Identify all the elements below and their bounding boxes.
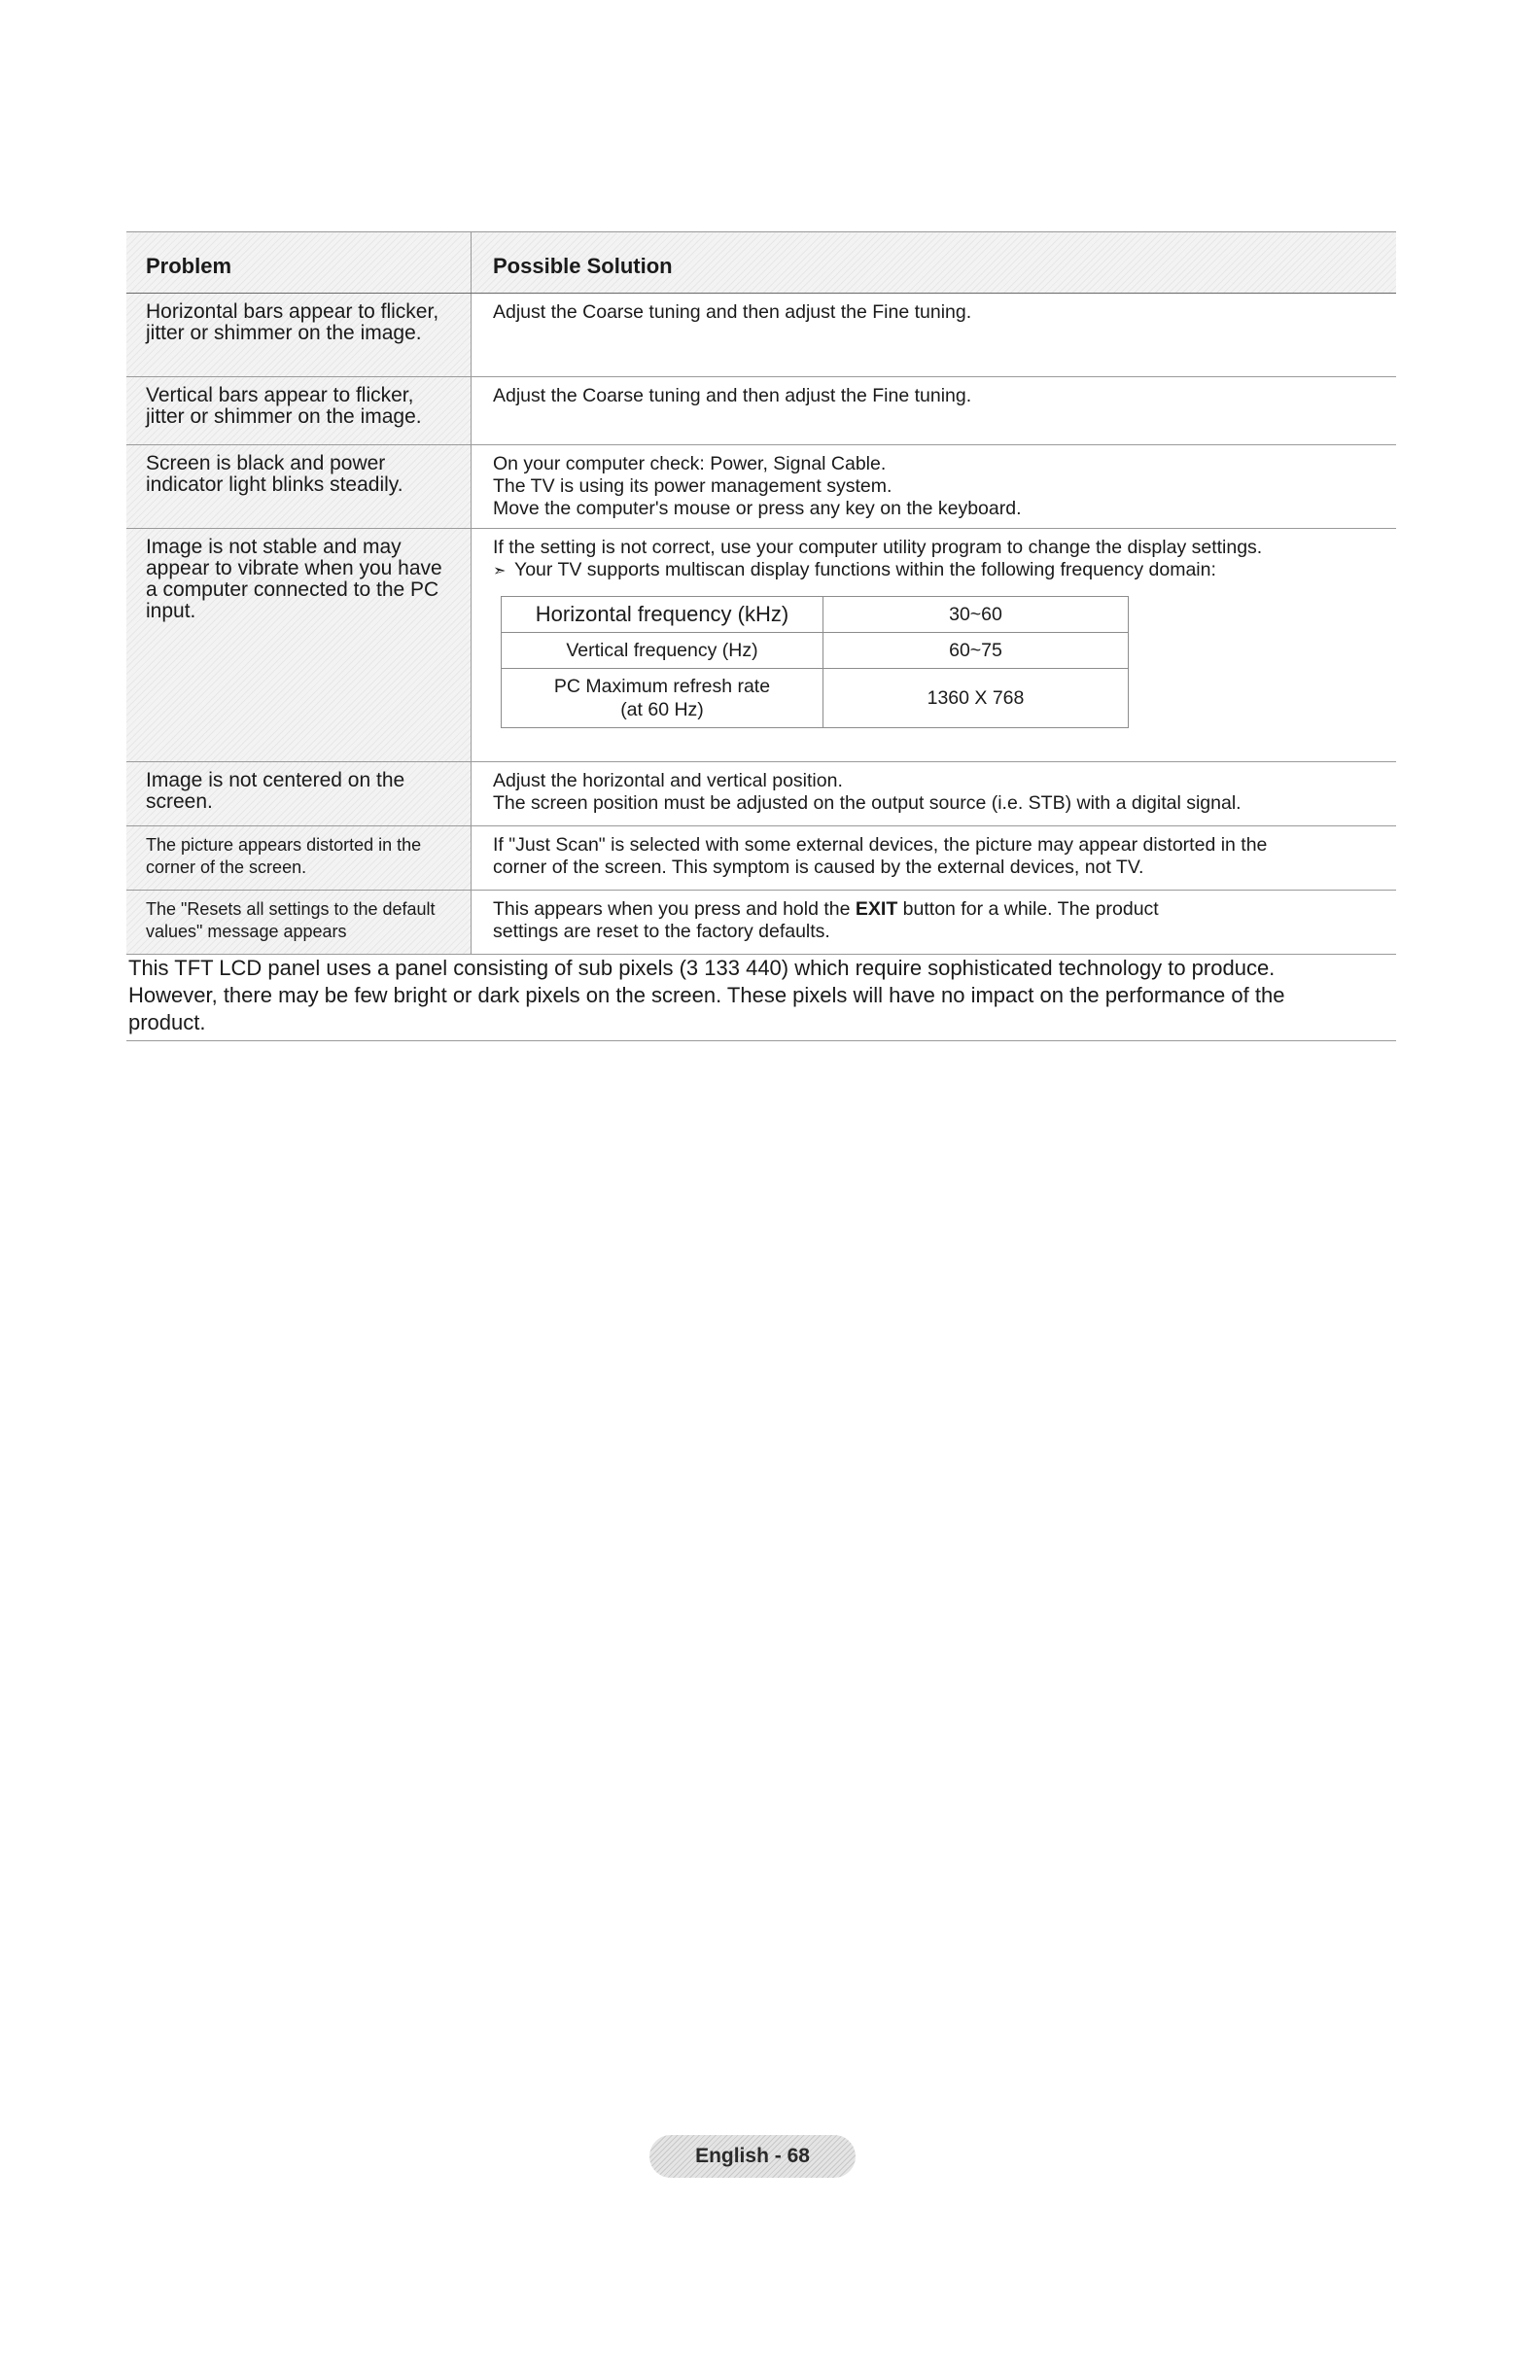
solution-text [472, 445, 1396, 528]
problem-line: Image is not centered on the [146, 769, 405, 791]
problem-text [126, 826, 471, 887]
table-row [126, 294, 1396, 377]
solution-line: The TV is using its power management system. [493, 475, 892, 497]
solution-text [472, 762, 1396, 822]
problem-line: jitter or shimmer on the image. [146, 405, 422, 428]
problem-cell [126, 445, 472, 529]
problem-text [126, 529, 471, 630]
problem-text [126, 445, 471, 504]
page-number-badge: English - 68 [649, 2135, 856, 2178]
solution-line: settings are reset to the factory defaults. [493, 921, 830, 942]
solution-cell [472, 445, 1397, 529]
solution-line: Adjust the Coarse tuning and then adjust the Fine tuning. [493, 385, 972, 406]
solution-text-part: button for a while. The product [897, 898, 1159, 920]
problem-line: indicator light blinks steadily. [146, 473, 403, 496]
problem-line: corner of the screen. [146, 858, 307, 877]
problem-cell [126, 377, 472, 445]
frequency-label-line: PC Maximum refresh rate [553, 676, 771, 697]
table-row [126, 891, 1396, 955]
note-arrow-icon: ➣ [493, 563, 507, 579]
frequency-label [502, 669, 823, 728]
problem-cell [126, 762, 472, 826]
frequency-label-line: (at 60 Hz) [620, 699, 704, 720]
header-solution: Possible Solution [493, 254, 673, 278]
problem-text [126, 294, 471, 352]
problem-line: input. [146, 600, 196, 622]
solution-cell [472, 294, 1397, 377]
problem-line: a computer connected to the PC [146, 578, 439, 601]
problem-text [126, 377, 471, 436]
solution-cell [472, 826, 1397, 891]
solution-text [472, 826, 1396, 887]
problem-line: values" message appears [146, 922, 347, 941]
problem-line: Vertical bars appear to flicker, [146, 384, 414, 406]
frequency-row [502, 669, 1129, 728]
solution-text [472, 529, 1396, 590]
troubleshooting-page [126, 231, 1396, 1041]
header-solution-cell [472, 232, 1397, 294]
table-row [126, 377, 1396, 445]
note-line: This TFT LCD panel uses a panel consisting of sub pixels (3 133 440) which require sophisticated technology to produce. [128, 956, 1276, 980]
note-line: product. [128, 1010, 206, 1034]
solution-note-line [493, 559, 1382, 582]
frequency-row [502, 633, 1129, 669]
solution-text-part: This appears when you press and hold the [493, 898, 856, 920]
frequency-label: Vertical frequency (Hz) [502, 633, 823, 669]
problem-line: screen. [146, 790, 213, 813]
troubleshooting-table [126, 231, 1396, 955]
table-row [126, 826, 1396, 891]
solution-text [472, 377, 1396, 415]
frequency-table [501, 596, 1129, 728]
solution-line: Adjust the Coarse tuning and then adjust the Fine tuning. [493, 301, 972, 323]
problem-line: The "Resets all settings to the default [146, 899, 436, 919]
solution-line: The screen position must be adjusted on the output source (i.e. STB) with a digital signal. [493, 792, 1242, 814]
problem-text [126, 891, 471, 951]
exit-button-label: EXIT [855, 898, 898, 920]
frequency-value: 60~75 [823, 633, 1129, 669]
problem-line: Image is not stable and may [146, 536, 402, 558]
lcd-pixel-note [126, 955, 1396, 1041]
problem-line: appear to vibrate when you have [146, 557, 442, 579]
solution-line: corner of the screen. This symptom is caused by the external devices, not TV. [493, 857, 1144, 878]
header-problem-cell [126, 232, 472, 294]
problem-cell [126, 891, 472, 955]
solution-line: Adjust the horizontal and vertical position. [493, 770, 843, 791]
problem-text [126, 762, 471, 821]
frequency-value: 30~60 [823, 597, 1129, 633]
problem-line: jitter or shimmer on the image. [146, 322, 422, 344]
frequency-row [502, 597, 1129, 633]
solution-text [472, 891, 1396, 951]
table-header-row [126, 232, 1396, 294]
solution-cell [472, 891, 1397, 955]
table-row [126, 529, 1396, 762]
frequency-table-wrap [472, 590, 1396, 736]
solution-cell [472, 529, 1397, 762]
solution-cell [472, 762, 1397, 826]
solution-cell [472, 377, 1397, 445]
solution-line: Move the computer's mouse or press any key on the keyboard. [493, 498, 1022, 519]
table-row [126, 762, 1396, 826]
solution-line [493, 898, 1382, 921]
solution-text [472, 294, 1396, 332]
solution-note-text: Your TV supports multiscan display functions within the following frequency domain: [514, 559, 1216, 580]
note-line: However, there may be few bright or dark pixels on the screen. These pixels will have no impact on the performance of the [128, 983, 1285, 1007]
header-problem: Problem [146, 254, 232, 278]
frequency-label: Horizontal frequency (kHz) [502, 597, 823, 633]
problem-cell [126, 826, 472, 891]
problem-line: Horizontal bars appear to flicker, [146, 300, 439, 323]
solution-line: If the setting is not correct, use your computer utility program to change the display settings. [493, 537, 1263, 558]
frequency-value: 1360 X 768 [823, 669, 1129, 728]
table-row [126, 445, 1396, 529]
solution-line: On your computer check: Power, Signal Cable. [493, 453, 887, 474]
problem-cell [126, 529, 472, 762]
problem-cell [126, 294, 472, 377]
problem-line: The picture appears distorted in the [146, 835, 422, 855]
solution-line: If "Just Scan" is selected with some external devices, the picture may appear distorted in the [493, 834, 1268, 856]
problem-line: Screen is black and power [146, 452, 386, 474]
